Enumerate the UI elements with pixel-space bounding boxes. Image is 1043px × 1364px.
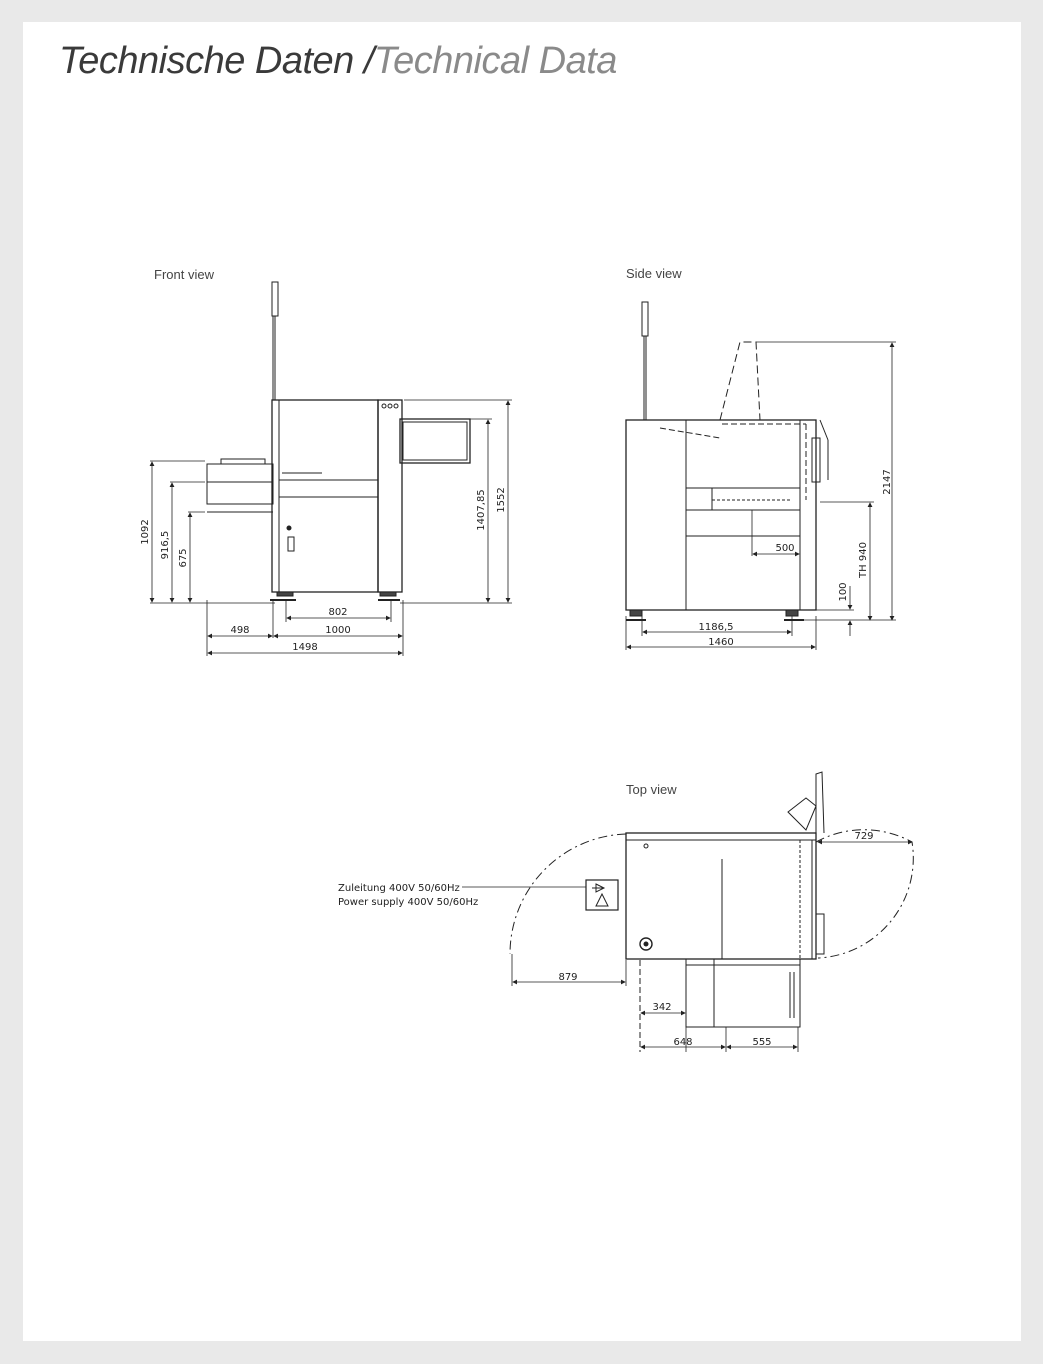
dim-1000: 1000 — [325, 625, 351, 636]
front-view-drawing — [150, 282, 512, 656]
dim-1186-5: 1186,5 — [698, 622, 734, 633]
power-supply-label-de: Zuleitung 400V 50/60Hz — [338, 883, 460, 894]
dim-879: 879 — [558, 972, 578, 983]
dim-th-940: TH 940 — [858, 542, 869, 578]
title-separator: / — [353, 40, 374, 82]
dim-729: 729 — [854, 831, 874, 842]
dim-1498: 1498 — [292, 642, 318, 653]
dim-498: 498 — [230, 625, 250, 636]
top-view-label: Top view — [626, 782, 677, 797]
dim-675: 675 — [178, 548, 189, 568]
power-supply-label-en: Power supply 400V 50/60Hz — [338, 897, 479, 908]
dim-100: 100 — [838, 582, 849, 602]
side-view-label: Side view — [626, 266, 682, 281]
dim-1552: 1552 — [496, 487, 507, 513]
dim-648: 648 — [673, 1037, 693, 1048]
top-view-drawing — [462, 772, 913, 1052]
dim-500: 500 — [775, 543, 795, 554]
dim-1407-85: 1407,85 — [476, 489, 487, 531]
title-english: Technical Data — [373, 40, 617, 82]
title-german: Technische Daten — [59, 40, 354, 82]
dim-555: 555 — [752, 1037, 772, 1048]
side-view-drawing — [626, 302, 896, 650]
side-view-dimensions — [699, 469, 894, 648]
dim-1092: 1092 — [140, 519, 151, 545]
dim-2147: 2147 — [882, 469, 893, 495]
top-view-dimensions — [338, 831, 874, 1048]
dim-1460: 1460 — [708, 637, 734, 648]
front-view-label: Front view — [154, 267, 214, 282]
dim-342: 342 — [652, 1002, 672, 1013]
dim-916-5: 916,5 — [160, 530, 171, 560]
dim-802: 802 — [328, 607, 348, 618]
